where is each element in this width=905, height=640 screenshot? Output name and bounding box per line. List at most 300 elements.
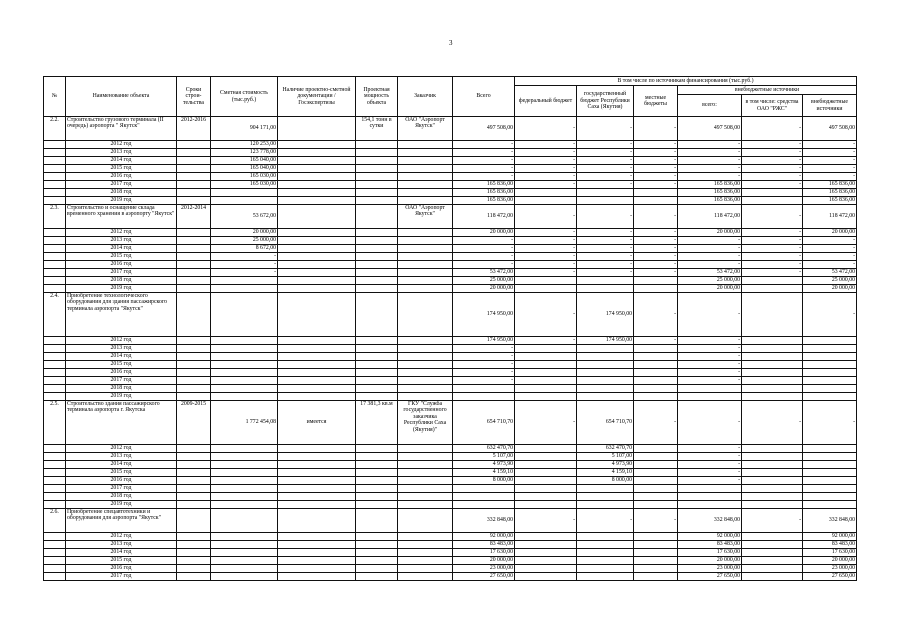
value-extra-other: - bbox=[803, 237, 857, 245]
build-term bbox=[177, 337, 211, 345]
value-state: - bbox=[577, 205, 634, 229]
project-docs bbox=[278, 509, 356, 533]
value-total: - bbox=[453, 165, 515, 173]
value-total: 165 836,00 bbox=[453, 189, 515, 197]
estimate-cost: 20 000,00 bbox=[211, 229, 278, 237]
year-row bbox=[44, 337, 857, 345]
value-extra-all bbox=[678, 393, 742, 401]
value-federal bbox=[515, 385, 577, 393]
year-row bbox=[44, 493, 857, 501]
value-local: - bbox=[634, 181, 678, 189]
capacity bbox=[356, 461, 398, 469]
value-extra-other: 92 000,00 bbox=[803, 533, 857, 541]
value-extra-other bbox=[803, 501, 857, 509]
year-row bbox=[44, 501, 857, 509]
value-extra-rzhd bbox=[742, 469, 803, 477]
row-number bbox=[44, 549, 66, 557]
estimate-cost bbox=[211, 353, 278, 361]
value-extra-all: 20 000,00 bbox=[678, 557, 742, 565]
value-state: - bbox=[577, 181, 634, 189]
build-term bbox=[177, 493, 211, 501]
value-total: - bbox=[453, 353, 515, 361]
value-extra-other bbox=[803, 445, 857, 453]
value-federal bbox=[515, 197, 577, 205]
capacity bbox=[356, 549, 398, 557]
row-number bbox=[44, 369, 66, 377]
customer bbox=[398, 197, 453, 205]
object-name: Строительство и оснащение склада временного хранения в аэропорту "Якутск" bbox=[66, 205, 177, 229]
row-number bbox=[44, 285, 66, 293]
year-row bbox=[44, 173, 857, 181]
value-state: - bbox=[577, 245, 634, 253]
build-term bbox=[177, 269, 211, 277]
value-local bbox=[634, 557, 678, 565]
estimate-cost bbox=[211, 277, 278, 285]
year-label: 2018 год bbox=[66, 493, 177, 501]
year-row bbox=[44, 469, 857, 477]
year-label: 2013 год bbox=[66, 345, 177, 353]
value-state: - bbox=[577, 237, 634, 245]
customer bbox=[398, 245, 453, 253]
year-row bbox=[44, 477, 857, 485]
estimate-cost: 53 672,00 bbox=[211, 205, 278, 229]
value-extra-all: - bbox=[678, 353, 742, 361]
value-extra-rzhd bbox=[742, 277, 803, 285]
value-extra-rzhd bbox=[742, 461, 803, 469]
value-extra-rzhd bbox=[742, 565, 803, 573]
year-label: 2017 год bbox=[66, 485, 177, 493]
capacity bbox=[356, 237, 398, 245]
value-federal bbox=[515, 361, 577, 369]
project-docs bbox=[278, 165, 356, 173]
project-docs bbox=[278, 285, 356, 293]
project-docs bbox=[278, 353, 356, 361]
capacity bbox=[356, 189, 398, 197]
capacity bbox=[356, 197, 398, 205]
capacity bbox=[356, 541, 398, 549]
value-federal bbox=[515, 353, 577, 361]
estimate-cost bbox=[211, 453, 278, 461]
value-local bbox=[634, 285, 678, 293]
build-term bbox=[177, 165, 211, 173]
value-extra-all: - bbox=[678, 337, 742, 345]
year-row bbox=[44, 253, 857, 261]
value-state bbox=[577, 353, 634, 361]
value-local bbox=[634, 377, 678, 385]
year-label: 2014 год bbox=[66, 157, 177, 165]
estimate-cost bbox=[211, 549, 278, 557]
estimate-cost bbox=[211, 385, 278, 393]
value-extra-all: - bbox=[678, 173, 742, 181]
value-extra-other: 20 000,00 bbox=[803, 557, 857, 565]
value-local bbox=[634, 493, 678, 501]
customer bbox=[398, 509, 453, 533]
project-docs bbox=[278, 377, 356, 385]
row-number bbox=[44, 173, 66, 181]
value-extra-all: - bbox=[678, 165, 742, 173]
row-number bbox=[44, 541, 66, 549]
year-row bbox=[44, 461, 857, 469]
build-term bbox=[177, 541, 211, 549]
project-docs bbox=[278, 149, 356, 157]
value-local: - bbox=[634, 401, 678, 445]
project-docs bbox=[278, 541, 356, 549]
value-total: 20 000,00 bbox=[453, 285, 515, 293]
value-total bbox=[453, 493, 515, 501]
row-number bbox=[44, 181, 66, 189]
value-local bbox=[634, 361, 678, 369]
value-state: - bbox=[577, 173, 634, 181]
row-number: 2.3. bbox=[44, 205, 66, 229]
value-extra-other: - bbox=[803, 157, 857, 165]
value-total: 8 000,00 bbox=[453, 477, 515, 485]
value-state bbox=[577, 541, 634, 549]
value-federal: - bbox=[515, 165, 577, 173]
value-state: - bbox=[577, 509, 634, 533]
project-docs bbox=[278, 245, 356, 253]
value-extra-other: - bbox=[803, 293, 857, 337]
object-name: Приобретение технологического оборудования для здания пассажирского терминала аэропорта "Якутск" bbox=[66, 293, 177, 337]
value-extra-rzhd: - bbox=[742, 173, 803, 181]
project-docs bbox=[278, 549, 356, 557]
value-extra-other bbox=[803, 393, 857, 401]
capacity bbox=[356, 353, 398, 361]
estimate-cost: 120 253,00 bbox=[211, 141, 278, 149]
capacity: 17 381,3 кв.м bbox=[356, 401, 398, 445]
row-number bbox=[44, 469, 66, 477]
project-docs: имеется bbox=[278, 401, 356, 445]
capacity bbox=[356, 345, 398, 353]
year-row bbox=[44, 557, 857, 565]
customer: ОАО "Аэропорт Якутск" bbox=[398, 205, 453, 229]
estimate-cost bbox=[211, 565, 278, 573]
value-local bbox=[634, 385, 678, 393]
build-term bbox=[177, 253, 211, 261]
year-label: 2019 год bbox=[66, 393, 177, 401]
value-extra-rzhd: - bbox=[742, 261, 803, 269]
year-row bbox=[44, 229, 857, 237]
project-docs bbox=[278, 453, 356, 461]
value-extra-rzhd: - bbox=[742, 157, 803, 165]
value-extra-other: 20 000,00 bbox=[803, 229, 857, 237]
capacity bbox=[356, 573, 398, 581]
value-state bbox=[577, 197, 634, 205]
value-total: - bbox=[453, 345, 515, 353]
year-label: 2012 год bbox=[66, 445, 177, 453]
customer bbox=[398, 237, 453, 245]
value-extra-all: - bbox=[678, 453, 742, 461]
value-extra-all: - bbox=[678, 237, 742, 245]
year-label: 2012 год bbox=[66, 337, 177, 345]
value-state: - bbox=[577, 261, 634, 269]
customer bbox=[398, 253, 453, 261]
build-term: 2009-2015 bbox=[177, 401, 211, 445]
value-extra-rzhd: - bbox=[742, 253, 803, 261]
build-term bbox=[177, 445, 211, 453]
build-term bbox=[177, 377, 211, 385]
value-extra-rzhd bbox=[742, 393, 803, 401]
value-extra-rzhd bbox=[742, 533, 803, 541]
value-extra-all: - bbox=[678, 141, 742, 149]
project-docs bbox=[278, 253, 356, 261]
value-total: - bbox=[453, 157, 515, 165]
row-number bbox=[44, 377, 66, 385]
value-total: 83 483,00 bbox=[453, 541, 515, 549]
value-federal: - bbox=[515, 261, 577, 269]
row-number bbox=[44, 533, 66, 541]
value-total: 118 472,00 bbox=[453, 205, 515, 229]
estimate-cost bbox=[211, 477, 278, 485]
capacity bbox=[356, 285, 398, 293]
project-docs bbox=[278, 337, 356, 345]
value-total: 92 000,00 bbox=[453, 533, 515, 541]
value-extra-rzhd bbox=[742, 361, 803, 369]
year-row bbox=[44, 157, 857, 165]
row-number bbox=[44, 477, 66, 485]
build-term bbox=[177, 549, 211, 557]
value-extra-other: 53 472,00 bbox=[803, 269, 857, 277]
value-federal: - bbox=[515, 173, 577, 181]
year-label: 2015 год bbox=[66, 253, 177, 261]
estimate-cost: - bbox=[211, 253, 278, 261]
project-row bbox=[44, 117, 857, 141]
build-term bbox=[177, 353, 211, 361]
row-number bbox=[44, 453, 66, 461]
value-extra-rzhd bbox=[742, 189, 803, 197]
year-label: 2017 год bbox=[66, 573, 177, 581]
value-local: - bbox=[634, 253, 678, 261]
value-total: - bbox=[453, 253, 515, 261]
customer bbox=[398, 261, 453, 269]
table-body bbox=[44, 117, 857, 581]
customer bbox=[398, 477, 453, 485]
value-total: 332 848,00 bbox=[453, 509, 515, 533]
col-extra: внебюджетные источники bbox=[678, 86, 857, 95]
value-extra-rzhd bbox=[742, 353, 803, 361]
value-extra-all bbox=[678, 385, 742, 393]
project-docs bbox=[278, 261, 356, 269]
capacity bbox=[356, 493, 398, 501]
value-total: - bbox=[453, 141, 515, 149]
value-state bbox=[577, 345, 634, 353]
value-extra-all bbox=[678, 485, 742, 493]
row-number: 2.2. bbox=[44, 117, 66, 141]
customer bbox=[398, 393, 453, 401]
value-total: 165 836,00 bbox=[453, 181, 515, 189]
year-label: 2017 год bbox=[66, 181, 177, 189]
capacity bbox=[356, 393, 398, 401]
project-docs bbox=[278, 573, 356, 581]
value-extra-other bbox=[803, 345, 857, 353]
value-extra-rzhd: - bbox=[742, 509, 803, 533]
estimate-cost: 165 040,00 bbox=[211, 157, 278, 165]
value-local: - bbox=[634, 293, 678, 337]
value-federal bbox=[515, 469, 577, 477]
capacity bbox=[356, 453, 398, 461]
value-extra-other bbox=[803, 353, 857, 361]
project-docs bbox=[278, 477, 356, 485]
value-federal bbox=[515, 573, 577, 581]
value-extra-other: 27 650,00 bbox=[803, 573, 857, 581]
col-federal: федеральный бюджет bbox=[515, 86, 577, 117]
year-row bbox=[44, 277, 857, 285]
value-total: 53 472,00 bbox=[453, 269, 515, 277]
project-docs bbox=[278, 461, 356, 469]
value-total: - bbox=[453, 377, 515, 385]
customer bbox=[398, 149, 453, 157]
build-term bbox=[177, 237, 211, 245]
value-local: - bbox=[634, 149, 678, 157]
value-state bbox=[577, 533, 634, 541]
value-extra-all: - bbox=[678, 401, 742, 445]
project-docs bbox=[278, 197, 356, 205]
value-total: - bbox=[453, 261, 515, 269]
value-local: - bbox=[634, 173, 678, 181]
project-docs bbox=[278, 293, 356, 337]
value-federal: - bbox=[515, 205, 577, 229]
value-total: 20 000,00 bbox=[453, 229, 515, 237]
col-customer: Заказчик bbox=[398, 77, 453, 117]
value-state: 174 950,00 bbox=[577, 293, 634, 337]
value-total: 654 710,70 bbox=[453, 401, 515, 445]
value-extra-all: - bbox=[678, 477, 742, 485]
year-row bbox=[44, 345, 857, 353]
row-number bbox=[44, 245, 66, 253]
value-federal: - bbox=[515, 149, 577, 157]
value-state bbox=[577, 377, 634, 385]
value-state bbox=[577, 501, 634, 509]
year-row bbox=[44, 269, 857, 277]
value-extra-other bbox=[803, 377, 857, 385]
project-docs bbox=[278, 181, 356, 189]
value-state: 5 107,00 bbox=[577, 453, 634, 461]
capacity bbox=[356, 445, 398, 453]
value-extra-other bbox=[803, 385, 857, 393]
year-label: 2012 год bbox=[66, 141, 177, 149]
estimate-cost: - bbox=[211, 261, 278, 269]
value-extra-rzhd bbox=[742, 557, 803, 565]
year-label: 2014 год bbox=[66, 461, 177, 469]
page-number: 3 bbox=[449, 39, 453, 47]
year-label: 2018 год bbox=[66, 189, 177, 197]
customer bbox=[398, 285, 453, 293]
year-label: 2015 год bbox=[66, 557, 177, 565]
value-local: - bbox=[634, 269, 678, 277]
year-label: 2012 год bbox=[66, 229, 177, 237]
build-term bbox=[177, 501, 211, 509]
value-local bbox=[634, 345, 678, 353]
customer bbox=[398, 337, 453, 345]
capacity bbox=[356, 557, 398, 565]
customer bbox=[398, 469, 453, 477]
build-term bbox=[177, 385, 211, 393]
value-extra-rzhd bbox=[742, 345, 803, 353]
year-row bbox=[44, 181, 857, 189]
value-extra-other: - bbox=[803, 401, 857, 445]
value-federal bbox=[515, 189, 577, 197]
capacity bbox=[356, 477, 398, 485]
value-total bbox=[453, 385, 515, 393]
value-total: 4 973,90 bbox=[453, 461, 515, 469]
value-total: 25 000,00 bbox=[453, 277, 515, 285]
customer bbox=[398, 361, 453, 369]
customer bbox=[398, 277, 453, 285]
year-row bbox=[44, 361, 857, 369]
value-extra-other: - bbox=[803, 253, 857, 261]
value-local bbox=[634, 369, 678, 377]
estimate-cost bbox=[211, 461, 278, 469]
value-state: - bbox=[577, 141, 634, 149]
customer bbox=[398, 165, 453, 173]
estimate-cost bbox=[211, 485, 278, 493]
row-number bbox=[44, 565, 66, 573]
value-local: - bbox=[634, 157, 678, 165]
value-extra-rzhd bbox=[742, 197, 803, 205]
value-local bbox=[634, 277, 678, 285]
value-extra-rzhd: - bbox=[742, 205, 803, 229]
value-federal bbox=[515, 557, 577, 565]
project-docs bbox=[278, 445, 356, 453]
estimate-cost bbox=[211, 189, 278, 197]
value-state bbox=[577, 189, 634, 197]
value-extra-all: 83 483,00 bbox=[678, 541, 742, 549]
value-total bbox=[453, 485, 515, 493]
value-extra-rzhd: - bbox=[742, 269, 803, 277]
build-term: 2012-2016 bbox=[177, 117, 211, 141]
value-local bbox=[634, 533, 678, 541]
capacity bbox=[356, 181, 398, 189]
value-extra-rzhd: - bbox=[742, 149, 803, 157]
project-row bbox=[44, 293, 857, 337]
value-extra-all: - bbox=[678, 253, 742, 261]
value-federal: - bbox=[515, 229, 577, 237]
project-docs bbox=[278, 141, 356, 149]
value-state: - bbox=[577, 157, 634, 165]
estimate-cost bbox=[211, 197, 278, 205]
year-label: 2013 год bbox=[66, 149, 177, 157]
year-label: 2019 год bbox=[66, 197, 177, 205]
value-extra-other: 23 000,00 bbox=[803, 565, 857, 573]
value-extra-all: 20 000,00 bbox=[678, 285, 742, 293]
year-row bbox=[44, 573, 857, 581]
year-row bbox=[44, 453, 857, 461]
value-extra-other: - bbox=[803, 173, 857, 181]
value-total: 174 950,00 bbox=[453, 337, 515, 345]
capacity bbox=[356, 565, 398, 573]
value-total: - bbox=[453, 237, 515, 245]
col-total: Всего bbox=[453, 77, 515, 117]
estimate-cost bbox=[211, 361, 278, 369]
year-label: 2018 год bbox=[66, 385, 177, 393]
value-total: 5 107,00 bbox=[453, 453, 515, 461]
value-extra-rzhd: - bbox=[742, 229, 803, 237]
build-term bbox=[177, 557, 211, 565]
capacity bbox=[356, 205, 398, 229]
capacity bbox=[356, 501, 398, 509]
estimate-cost bbox=[211, 445, 278, 453]
year-row bbox=[44, 353, 857, 361]
estimate-cost bbox=[211, 377, 278, 385]
value-state bbox=[577, 393, 634, 401]
build-term bbox=[177, 141, 211, 149]
capacity bbox=[356, 369, 398, 377]
value-federal: - bbox=[515, 269, 577, 277]
capacity: 154,1 тонн в сутки bbox=[356, 117, 398, 141]
value-extra-other: 165 836,00 bbox=[803, 189, 857, 197]
row-number: 2.4. bbox=[44, 293, 66, 337]
value-extra-rzhd: - bbox=[742, 117, 803, 141]
capacity bbox=[356, 165, 398, 173]
